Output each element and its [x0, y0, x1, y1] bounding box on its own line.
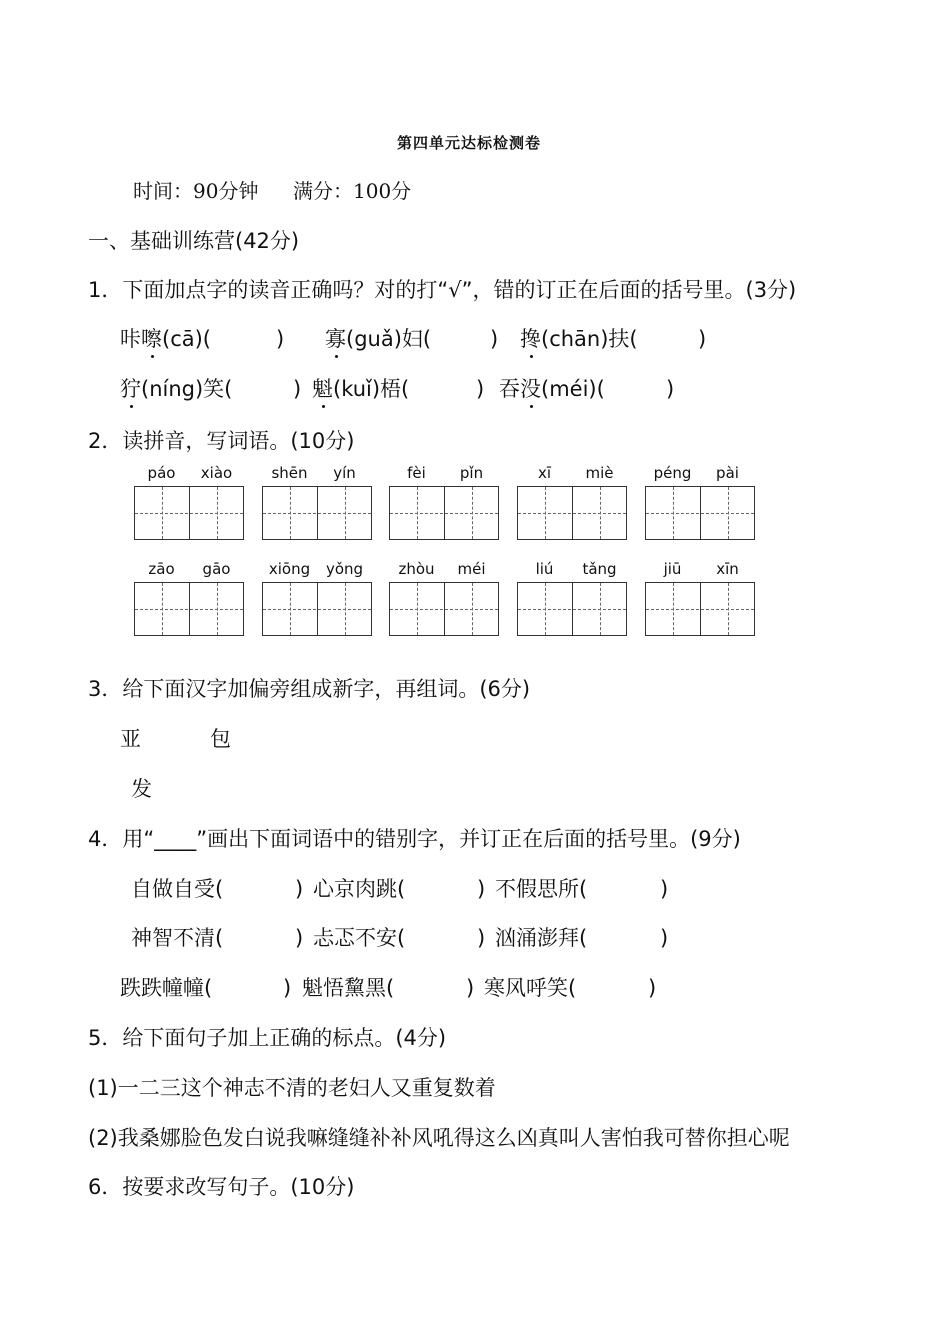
writing-grid[interactable] [389, 582, 499, 636]
pinyin-label: jiū [663, 560, 682, 578]
pinyin-label: xī [537, 464, 552, 482]
answer-paren-close: ) [698, 327, 707, 351]
writing-grid[interactable] [645, 582, 755, 636]
pinyin-label: zāo [148, 560, 175, 578]
pinyin-label: zhòu [398, 560, 435, 578]
question-6-stem: 6．按要求改写句子。(10分) [88, 1175, 355, 1199]
pronunciation-item [325, 326, 431, 352]
answer-paren-close: ) [660, 877, 669, 901]
pinyin-label: xīn [716, 560, 739, 578]
section-heading: 一、基础训练营(42分) [88, 229, 300, 253]
answer-paren-close: ) [295, 926, 304, 950]
writing-grid[interactable] [262, 486, 372, 540]
item-pinyin: (méi)( [541, 377, 605, 401]
answer-paren-close: ) [276, 327, 285, 351]
dotted-char: 搀 [520, 327, 541, 351]
dotted-char: 寡 [325, 327, 346, 351]
pinyin-label: shēn [271, 464, 308, 482]
pronunciation-item [120, 376, 232, 402]
item-pinyin: (kuǐ)梧( [333, 377, 410, 401]
item-pinyin: (cā)( [162, 327, 211, 351]
writing-grid[interactable] [517, 582, 627, 636]
sentence-2: (2)我桑娜脸色发白说我嘛缝缝补补风吼得这么凶真叫人害怕我可替你担心呢 [88, 1126, 790, 1150]
pinyin-label: pài [716, 464, 739, 482]
time-limit: 时间：90分钟 [133, 179, 259, 203]
answer-paren-close: ) [295, 877, 304, 901]
typo-word-item: 忐忑不安( [313, 926, 406, 950]
item-pinyin: (chān)扶( [541, 327, 638, 351]
item-pinyin: (guǎ)妇( [346, 327, 432, 351]
question-5-stem: 5．给下面句子加上正确的标点。(4分) [88, 1026, 447, 1050]
pinyin-label: péng [653, 464, 692, 482]
answer-paren-close: ) [466, 976, 475, 1000]
pinyin-label: yǒng [325, 560, 364, 578]
answer-paren-close: ) [476, 377, 485, 401]
typo-word-item: 魁悟黧黑( [302, 976, 395, 1000]
radical-char-2: 包 [210, 727, 231, 751]
typo-word-item: 汹涌澎拜( [495, 926, 588, 950]
radical-char-1: 亚 [120, 727, 141, 751]
answer-paren-close: ) [293, 377, 302, 401]
question-1-stem: 1．下面加点字的读音正确吗？对的打“√”，错的订正在后面的括号里。(3分) [88, 278, 797, 302]
writing-grid[interactable] [389, 486, 499, 540]
pinyin-label: gāo [202, 560, 231, 578]
answer-paren-close: ) [666, 377, 675, 401]
item-prefix: 吞 [499, 377, 520, 401]
answer-paren-close: ) [477, 926, 486, 950]
dotted-char: 狞 [120, 377, 141, 401]
pinyin-label: liú [535, 560, 554, 578]
pinyin-label: yín [333, 464, 356, 482]
typo-word-item: 不假思所( [495, 877, 588, 901]
answer-paren-close: ) [477, 877, 486, 901]
answer-paren-close: ) [660, 926, 669, 950]
pinyin-label: páo [147, 464, 176, 482]
typo-word-item: 自做自受( [131, 877, 224, 901]
typo-word-item: 神智不清( [131, 926, 224, 950]
dotted-char: 嚓 [141, 327, 162, 351]
pinyin-label: miè [585, 464, 614, 482]
writing-grid[interactable] [517, 486, 627, 540]
sentence-1: (1)一二三这个神志不清的老妇人又重复数着 [88, 1076, 496, 1100]
answer-paren-close: ) [648, 976, 657, 1000]
writing-grid[interactable] [134, 582, 244, 636]
pronunciation-item [499, 376, 605, 402]
pronunciation-item [520, 326, 638, 352]
dotted-char: 魁 [312, 377, 333, 401]
pronunciation-item [120, 326, 211, 352]
answer-paren-close: ) [283, 976, 292, 1000]
answer-paren-close: ) [490, 327, 499, 351]
pinyin-label: xiào [200, 464, 233, 482]
item-prefix: 咔 [120, 327, 141, 351]
dotted-char: 没 [520, 377, 541, 401]
pinyin-label: xiōng [268, 560, 311, 578]
typo-word-item: 跌跌幢幢( [120, 976, 213, 1000]
pinyin-label: fèi [407, 464, 426, 482]
writing-grid[interactable] [262, 582, 372, 636]
pinyin-label: tǎng [582, 560, 617, 578]
typo-word-item: 心京肉跳( [313, 877, 406, 901]
question-4-stem: 4．用“____”画出下面词语中的错别字，并订正在后面的括号里。(9分) [88, 827, 741, 851]
item-pinyin: (níng)笑( [141, 377, 233, 401]
pronunciation-item [312, 376, 409, 402]
typo-word-item: 寒风呼笑( [484, 976, 577, 1000]
radical-char-3: 发 [131, 777, 152, 801]
question-3-stem: 3．给下面汉字加偏旁组成新字，再组词。(6分) [88, 677, 531, 701]
full-score: 满分：100分 [293, 179, 412, 203]
writing-grid[interactable] [645, 486, 755, 540]
question-2-stem: 2．读拼音，写词语。(10分) [88, 429, 355, 453]
writing-grid[interactable] [134, 486, 244, 540]
pinyin-label: méi [457, 560, 486, 578]
page-title: 第四单元达标检测卷 [397, 134, 542, 152]
pinyin-label: pǐn [459, 464, 484, 482]
